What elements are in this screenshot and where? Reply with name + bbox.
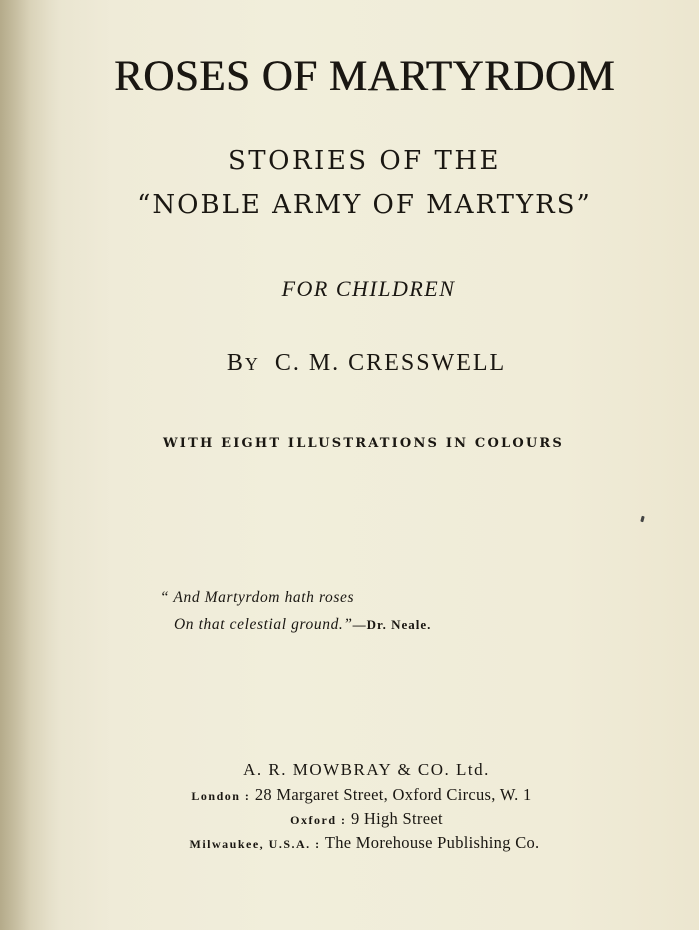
author-name: C. M. CRESSWELL bbox=[274, 350, 507, 376]
book-title: ROSES OF MARTYRDOM bbox=[113, 53, 616, 100]
publisher-address-oxford bbox=[34, 809, 699, 829]
london-address: 28 Margaret Street, Oxford Circus, W. 1 bbox=[254, 785, 532, 804]
subtitle-line-2: “NOBLE ARMY OF MARTYRS” bbox=[137, 190, 592, 220]
audience-note: FOR CHILDREN bbox=[281, 276, 456, 301]
epigraph bbox=[160, 584, 431, 638]
byline-initial: B bbox=[226, 350, 245, 376]
publisher-address-milwaukee bbox=[30, 833, 699, 853]
illustrations-note: WITH EIGHT ILLUSTRATIONS IN COLOURS bbox=[163, 436, 564, 451]
author-byline bbox=[34, 350, 699, 377]
oxford-label: Oxford : bbox=[290, 813, 347, 827]
paper-speck bbox=[640, 516, 644, 523]
epigraph-line-2-wrapper bbox=[160, 611, 431, 638]
london-label: London : bbox=[191, 789, 251, 803]
epigraph-line-1: “ And Martyrdom hath roses bbox=[160, 589, 355, 606]
milwaukee-address: The Morehouse Publishing Co. bbox=[324, 833, 540, 852]
publisher-address-london bbox=[24, 785, 699, 805]
epigraph-attribution: —Dr. Neale. bbox=[352, 617, 432, 632]
publisher-name: A. R. MOWBRAY & CO. Ltd. bbox=[243, 760, 490, 779]
epigraph-line-2: On that celestial ground.” bbox=[174, 616, 353, 633]
milwaukee-label: Milwaukee, U.S.A. : bbox=[189, 837, 321, 851]
subtitle-line-1: STORIES OF THE bbox=[228, 146, 501, 176]
byline-small-caps: Y bbox=[244, 354, 259, 374]
oxford-address: 9 High Street bbox=[350, 809, 443, 828]
